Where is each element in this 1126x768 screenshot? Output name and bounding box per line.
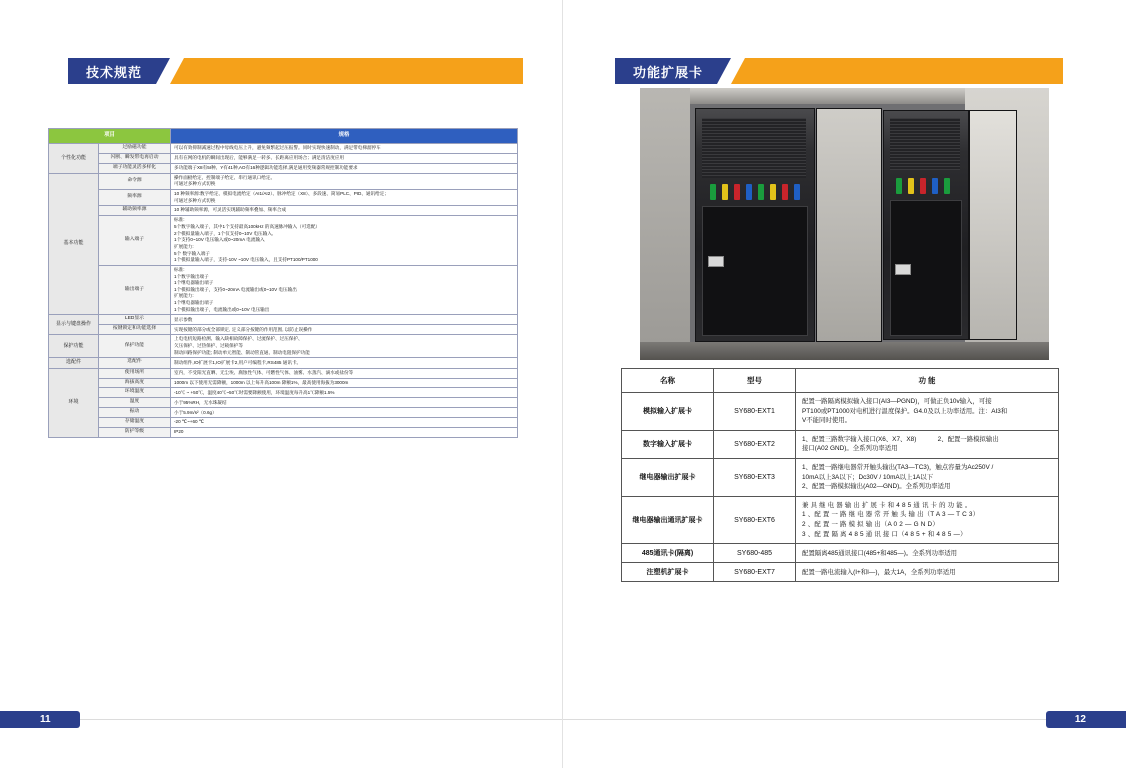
subitem-cell: 端子功能灵活多样化 [99, 163, 171, 173]
photo-vent-c [890, 118, 960, 170]
subitem-cell: 使用场所 [99, 368, 171, 378]
subitem-cell: 环境温度 [99, 388, 171, 398]
table-row [49, 378, 518, 388]
photo-indicator-chip [944, 178, 950, 194]
subitem-cell: 防护等级 [99, 428, 171, 438]
table-row [622, 563, 1059, 582]
banner-orange-head [170, 58, 184, 84]
desc-cell: 10 种频率源:数字给定、模拟电流给定（AI1/AI2）、脉冲给定（X8）、多段速、简易PLC、PID、通讯给定； 可通过多种方式切换 [171, 190, 518, 206]
col-header-name: 名称 [622, 369, 714, 393]
card-function: 配置隔离485通讯接口(485+和485—)。全系列功率适用 [796, 544, 1059, 563]
table-row [49, 325, 518, 335]
table-row [622, 496, 1059, 543]
desc-cell: -10℃ ~ +50℃，温度40℃~50℃时需要降额使用，环境温度每升高1℃降额1.5% [171, 388, 518, 398]
subitem-cell: 保护功能 [99, 335, 171, 358]
photo-label-a [708, 256, 724, 267]
table-row [49, 428, 518, 438]
card-model: SY680-EXT1 [714, 393, 796, 431]
desc-cell: 显示参数 [171, 315, 518, 325]
subitem-cell: 温度 [99, 398, 171, 408]
table-row [49, 398, 518, 408]
photo-panel-a [702, 206, 808, 336]
left-section-banner [68, 58, 523, 84]
table-row [49, 163, 518, 173]
desc-cell: 1000m 以下使用无需降额，1000m 以上每升高100m 降额1%，最高使用海拔为3000m [171, 378, 518, 388]
table-row [622, 459, 1059, 497]
card-function: 兼 具 继 电 器 输 出 扩 展 卡 和 4 8 5 通 讯 卡 的 功 能 。 1 、配 置 一 路 继 电 器 常 开 触 头 输 出（T A 3 — T C 3） 2 、配 置 一 路 模 拟 输 出（A 0 2 — G N D） 3 、配 置 隔 离 4 8 5 通 讯 接 口（4 8 5 + 和 4 8 5 —） [796, 496, 1059, 543]
desc-cell: 小于5.9m/s²（0.6g） [171, 408, 518, 418]
subitem-cell: 频率源 [99, 190, 171, 206]
subitem-cell: LED显示 [99, 315, 171, 325]
subitem-cell: 命令源 [99, 173, 171, 189]
desc-cell: 10 种辅助频率源，可灵活实现辅助频率叠加、频率合成 [171, 206, 518, 216]
photo-indicator-chip [746, 184, 752, 200]
table-row [49, 216, 518, 266]
subitem-cell: 振动 [99, 408, 171, 418]
right-section-banner [615, 58, 1063, 84]
card-function: 1、配置三路数字输入接口(X6、X7、X8) 2、配置一路模拟输出 接口(A02 GND)。全系列功率适用 [796, 430, 1059, 458]
left-banner-title: 技术规范 [68, 58, 156, 84]
table-row [622, 430, 1059, 458]
table-row [49, 265, 518, 315]
card-model: SY680-EXT3 [714, 459, 796, 497]
photo-indicator-chip [932, 178, 938, 194]
technical-spec-table [48, 128, 518, 438]
col-header-function: 功 能 [796, 369, 1059, 393]
photo-indicator-chip [908, 178, 914, 194]
right-banner-title: 功能扩展卡 [615, 58, 717, 84]
card-name: 数字输入扩展卡 [622, 430, 714, 458]
photo-indicator-chip [896, 178, 902, 194]
desc-cell: -20 ℃~+60 ℃ [171, 418, 518, 428]
card-function: 1、配置一路继电器常开触头输出(TA3—TC3)，触点容量为Ac250V / 10mA以上3A以下；Dc30V / 10mA以上1A以下 2、配置一路模拟输出(A02—GND)。全系列功率适用 [796, 459, 1059, 497]
card-model: SY680-EXT2 [714, 430, 796, 458]
photo-indicator-chip [722, 184, 728, 200]
table-row [49, 190, 518, 206]
photo-indicator-chip [758, 184, 764, 200]
desc-cell: 可以有效抑制减速过程中母线电压上升，避免频繁起过压报警。同时实现快速制动，满足带电梯溜停车 [171, 143, 518, 153]
desc-cell: 制动组件,IO扩展卡1,IO扩展卡2,用户可编程卡,RS485 通讯卡。 [171, 358, 518, 368]
card-model: SY680-EXT7 [714, 563, 796, 582]
photo-cabinet-b [816, 108, 882, 342]
footer-divider-right [563, 719, 1126, 720]
photo-cabinet-d [969, 110, 1017, 340]
card-name: 485通讯卡(隔离) [622, 544, 714, 563]
desc-cell: 实现按键的部分或全部锁定, 定义部分按键的作用范围, 以防止误操作 [171, 325, 518, 335]
table-row [49, 418, 518, 428]
table-row [49, 368, 518, 378]
photo-label-c [895, 264, 911, 275]
banner-blue-tail [156, 58, 170, 84]
page-number-right: 12 [1046, 711, 1126, 728]
table-row [622, 393, 1059, 431]
photo-indicator-chip [782, 184, 788, 200]
photo-indicator-chip [920, 178, 926, 194]
table-row [49, 143, 518, 153]
table-row [49, 408, 518, 418]
subitem-cell: 辅助频率源 [99, 206, 171, 216]
table-header-row [49, 129, 518, 144]
desc-cell: 小于95%RH，无水珠凝结 [171, 398, 518, 408]
photo-wall-left [640, 88, 690, 360]
photo-indicator-chip [710, 184, 716, 200]
card-function: 配置一路电流输入(I+和I—)，最大1A，全系列功率适用 [796, 563, 1059, 582]
table-row [49, 206, 518, 216]
desc-cell: 标准: 1个数字输出端子 1个继电器输出端子 1个模拟输出端子，支持0~20mA 电流输出或0~10V 电压输出 扩展能力: 1个继电器输出端子 1个模拟输出端子，电流输出或0~10V 电压输出 [171, 265, 518, 315]
page-number-left: 11 [0, 711, 80, 728]
table-row [49, 388, 518, 398]
category-cell: 环境 [49, 368, 99, 438]
card-name: 模拟输入扩展卡 [622, 393, 714, 431]
category-cell: 选配件 [49, 358, 99, 368]
table-row [622, 544, 1059, 563]
col-header-model: 型号 [714, 369, 796, 393]
table-row [49, 315, 518, 325]
subitem-cell: 闪断、瞬发带电再启动 [99, 153, 171, 163]
category-cell: 基本功能 [49, 173, 99, 315]
card-model: SY680-485 [714, 544, 796, 563]
footer-divider-left [0, 719, 562, 720]
banner-orange-head [731, 58, 745, 84]
subitem-cell: 过励磁功能 [99, 143, 171, 153]
desc-cell: 上电电机短路检测、输入缺相故障保护、过流保护、过压保护、 欠压保护、过热保护、过载保护等 制动回路保护功能; 制动单元智能、制动管直通、制动电阻保护功能 [171, 335, 518, 358]
table-row [49, 153, 518, 163]
subitem-cell: 输出端子 [99, 265, 171, 315]
banner-orange-bar [184, 58, 523, 84]
desc-cell: IP20 [171, 428, 518, 438]
desc-cell: 室内，不受阳光直晒、无尘埃、腐蚀性气体、可燃性气体、油雾、水蒸汽、滴水或盐份等 [171, 368, 518, 378]
table-header-row [622, 369, 1059, 393]
page-right [563, 0, 1126, 768]
cabinet-photo [640, 88, 1049, 360]
desc-cell: 具有在网的电机的瞬间出现后，能够满足一转多、长距离应用场合；满足清洁度应用 [171, 153, 518, 163]
subitem-cell: 海拔高度 [99, 378, 171, 388]
card-name: 继电器输出通讯扩展卡 [622, 496, 714, 543]
subitem-cell: 按键锁定和功能选择 [99, 325, 171, 335]
table-row [49, 173, 518, 189]
card-model: SY680-EXT6 [714, 496, 796, 543]
subitem-cell: 输入端子 [99, 216, 171, 266]
photo-vent-a [702, 118, 806, 178]
desc-cell: 多功能端子X8有5I种、Y有41种,AO有16种逻辑功能选择,满足通用变频器常规控制功能要求 [171, 163, 518, 173]
desc-cell: 操作面板给定、控制端子给定、串行通讯口给定。 可通过多种方式切换 [171, 173, 518, 189]
col-header-spec: 规格 [171, 129, 518, 144]
category-cell: 显示与键盘操作 [49, 315, 99, 335]
table-row [49, 335, 518, 358]
subitem-cell: 选配件 [99, 358, 171, 368]
banner-blue-tail [717, 58, 731, 84]
table-row [49, 358, 518, 368]
photo-indicator-chip [734, 184, 740, 200]
category-cell: 保护功能 [49, 335, 99, 358]
card-name: 注塑机扩展卡 [622, 563, 714, 582]
photo-indicator-chip [794, 184, 800, 200]
photo-indicator-chip [770, 184, 776, 200]
category-cell: 个性化功能 [49, 143, 99, 173]
photo-floor [640, 342, 1049, 360]
desc-cell: 标准: 5个数字输入端子，其中1个支持最高100kHz 的高速脉冲输入（可选配） 2个模拟量输入端子，1个仅支持0~10V 电压输入, 1个支持0~10V 电压输入或0~20mA 电流输入 扩展能力: 5个 数字输入端子 1个模拟量输入端子，支持-10V ~10V 电压输入，且支持PT100/PT1000 [171, 216, 518, 266]
col-header-item: 项目 [49, 129, 171, 144]
card-name: 继电器输出扩展卡 [622, 459, 714, 497]
banner-orange-bar [745, 58, 1063, 84]
function-card-table [621, 368, 1059, 582]
card-function: 配置一路隔离模拟输入接口(AI3—PGND)，可做正负10v输入，可接 PT100或PT1000对电机进行温度保护。G4.0及以上功率适用。注：AI3和 V不能同时使用。 [796, 393, 1059, 431]
subitem-cell: 存储温度 [99, 418, 171, 428]
